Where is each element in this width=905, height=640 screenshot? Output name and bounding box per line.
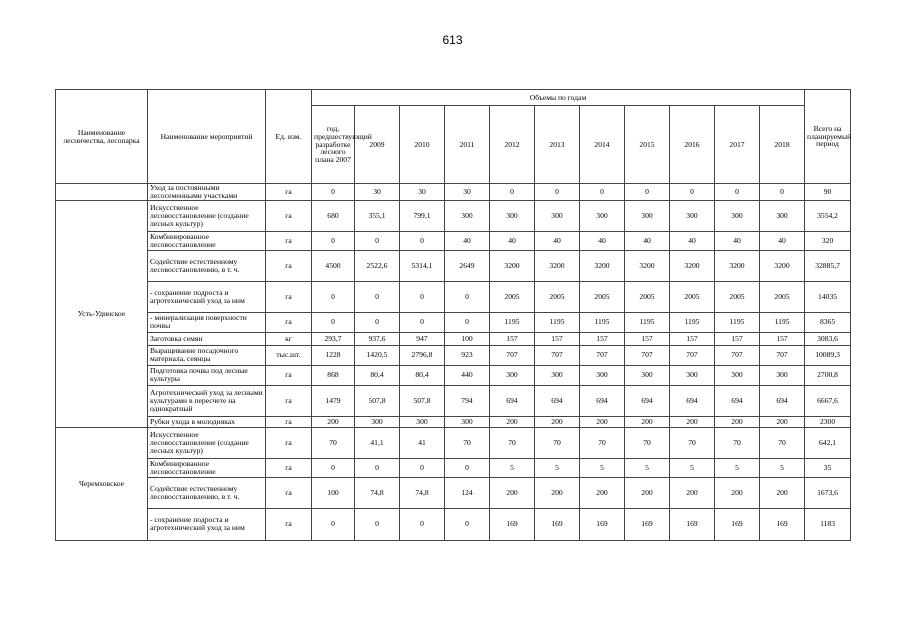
cell-value: 124 bbox=[445, 477, 490, 508]
header-year: 2014 bbox=[580, 106, 625, 184]
cell-forestry: Черемховское bbox=[56, 427, 148, 540]
cell-value: 0 bbox=[400, 312, 445, 332]
cell-value: 300 bbox=[715, 200, 760, 231]
header-year: 2013 bbox=[535, 106, 580, 184]
table-row bbox=[56, 250, 851, 281]
cell-value: 40 bbox=[580, 231, 625, 250]
cell-total: 90 bbox=[805, 184, 851, 201]
cell-value: 0 bbox=[445, 312, 490, 332]
cell-value: 30 bbox=[355, 184, 400, 201]
cell-value: 0 bbox=[535, 184, 580, 201]
cell-value: 707 bbox=[580, 345, 625, 365]
cell-value: 694 bbox=[490, 385, 535, 416]
cell-value: 40 bbox=[535, 231, 580, 250]
table-row bbox=[56, 312, 851, 332]
table-row bbox=[56, 477, 851, 508]
cell-value: 70 bbox=[490, 427, 535, 458]
cell-value: 937,6 bbox=[355, 332, 400, 345]
cell-value: 74,8 bbox=[355, 477, 400, 508]
cell-value: 157 bbox=[535, 332, 580, 345]
cell-total: 35 bbox=[805, 458, 851, 477]
cell-value: 0 bbox=[355, 231, 400, 250]
cell-value: 1195 bbox=[760, 312, 805, 332]
cell-value: 70 bbox=[625, 427, 670, 458]
cell-unit: га bbox=[266, 281, 312, 312]
cell-value: 157 bbox=[625, 332, 670, 345]
cell-value: 157 bbox=[580, 332, 625, 345]
cell-value: 200 bbox=[625, 416, 670, 427]
cell-value: 5 bbox=[760, 458, 805, 477]
cell-value: 200 bbox=[760, 477, 805, 508]
cell-value: 300 bbox=[715, 365, 760, 385]
cell-value: 200 bbox=[490, 416, 535, 427]
cell-value: 300 bbox=[670, 200, 715, 231]
cell-activity: - минерализация поверхности почвы bbox=[148, 312, 266, 332]
cell-value: 70 bbox=[760, 427, 805, 458]
cell-value: 200 bbox=[312, 416, 355, 427]
cell-value: 30 bbox=[445, 184, 490, 201]
cell-value: 0 bbox=[312, 508, 355, 540]
cell-value: 200 bbox=[535, 416, 580, 427]
cell-value: 799,1 bbox=[400, 200, 445, 231]
cell-value: 300 bbox=[760, 200, 805, 231]
cell-value: 5 bbox=[580, 458, 625, 477]
cell-total: 3083,6 bbox=[805, 332, 851, 345]
cell-value: 157 bbox=[715, 332, 760, 345]
cell-value: 70 bbox=[580, 427, 625, 458]
cell-value: 200 bbox=[580, 416, 625, 427]
header-activity: Наименование мероприятий bbox=[148, 90, 266, 184]
cell-value: 707 bbox=[715, 345, 760, 365]
cell-value: 694 bbox=[715, 385, 760, 416]
header-year: 2011 bbox=[445, 106, 490, 184]
cell-value: 0 bbox=[400, 231, 445, 250]
header-year: 2009 bbox=[355, 106, 400, 184]
cell-unit: га bbox=[266, 385, 312, 416]
header-year: 2010 bbox=[400, 106, 445, 184]
cell-value: 0 bbox=[445, 458, 490, 477]
cell-unit: га bbox=[266, 184, 312, 201]
cell-value: 300 bbox=[535, 200, 580, 231]
cell-value: 1195 bbox=[535, 312, 580, 332]
cell-activity: Искусственное лесовосстановление (создание лесных культур) bbox=[148, 200, 266, 231]
cell-value: 70 bbox=[312, 427, 355, 458]
cell-value: 100 bbox=[445, 332, 490, 345]
cell-activity: Подготовка почвы под лесные культуры bbox=[148, 365, 266, 385]
header-forestry: Наименование лесничества, лесопарка bbox=[56, 90, 148, 184]
cell-value: 70 bbox=[670, 427, 715, 458]
cell-value: 70 bbox=[715, 427, 760, 458]
cell-value: 0 bbox=[760, 184, 805, 201]
cell-total: 2300 bbox=[805, 416, 851, 427]
cell-value: 200 bbox=[715, 477, 760, 508]
cell-value: 1195 bbox=[715, 312, 760, 332]
cell-value: 300 bbox=[580, 200, 625, 231]
cell-value: 0 bbox=[312, 312, 355, 332]
cell-value: 5 bbox=[490, 458, 535, 477]
cell-total: 1183 bbox=[805, 508, 851, 540]
cell-value: 2522,6 bbox=[355, 250, 400, 281]
cell-value: 40 bbox=[715, 231, 760, 250]
cell-value: 169 bbox=[625, 508, 670, 540]
cell-value: 2005 bbox=[580, 281, 625, 312]
cell-unit: га bbox=[266, 427, 312, 458]
cell-value: 2796,8 bbox=[400, 345, 445, 365]
cell-value: 3200 bbox=[535, 250, 580, 281]
cell-value: 157 bbox=[670, 332, 715, 345]
cell-value: 0 bbox=[670, 184, 715, 201]
cell-value: 0 bbox=[445, 281, 490, 312]
cell-value: 0 bbox=[312, 231, 355, 250]
cell-value: 5 bbox=[625, 458, 670, 477]
cell-value: 169 bbox=[580, 508, 625, 540]
cell-value: 3200 bbox=[760, 250, 805, 281]
cell-value: 300 bbox=[445, 416, 490, 427]
cell-value: 1195 bbox=[670, 312, 715, 332]
cell-value: 0 bbox=[355, 312, 400, 332]
cell-value: 694 bbox=[625, 385, 670, 416]
table-row bbox=[56, 365, 851, 385]
cell-value: 169 bbox=[535, 508, 580, 540]
cell-unit: га bbox=[266, 365, 312, 385]
cell-value: 694 bbox=[535, 385, 580, 416]
cell-value: 440 bbox=[445, 365, 490, 385]
cell-value: 41,1 bbox=[355, 427, 400, 458]
cell-value: 0 bbox=[312, 281, 355, 312]
cell-value: 70 bbox=[535, 427, 580, 458]
table-row bbox=[56, 332, 851, 345]
cell-value: 5314,1 bbox=[400, 250, 445, 281]
cell-value: 300 bbox=[760, 365, 805, 385]
cell-value: 0 bbox=[312, 458, 355, 477]
table-row bbox=[56, 427, 851, 458]
cell-value: 4500 bbox=[312, 250, 355, 281]
cell-value: 3200 bbox=[670, 250, 715, 281]
header-row-top bbox=[56, 90, 851, 106]
cell-value: 707 bbox=[490, 345, 535, 365]
cell-total: 2700,8 bbox=[805, 365, 851, 385]
cell-value: 169 bbox=[715, 508, 760, 540]
header-year: 2018 bbox=[760, 106, 805, 184]
cell-value: 40 bbox=[445, 231, 490, 250]
cell-total: 3554,2 bbox=[805, 200, 851, 231]
cell-value: 0 bbox=[490, 184, 535, 201]
cell-value: 5 bbox=[670, 458, 715, 477]
cell-total: 14035 bbox=[805, 281, 851, 312]
cell-value: 707 bbox=[535, 345, 580, 365]
cell-value: 300 bbox=[625, 365, 670, 385]
cell-value: 1479 bbox=[312, 385, 355, 416]
header-year: 2012 bbox=[490, 106, 535, 184]
cell-value: 40 bbox=[760, 231, 805, 250]
cell-value: 0 bbox=[355, 281, 400, 312]
table-row bbox=[56, 458, 851, 477]
header-year: 2015 bbox=[625, 106, 670, 184]
cell-value: 707 bbox=[670, 345, 715, 365]
cell-value: 300 bbox=[625, 200, 670, 231]
cell-unit: га bbox=[266, 458, 312, 477]
cell-activity: - сохранение подроста и агротехнический уход за ним bbox=[148, 281, 266, 312]
table-header bbox=[56, 90, 851, 184]
cell-value: 2005 bbox=[490, 281, 535, 312]
cell-value: 1195 bbox=[580, 312, 625, 332]
cell-total: 10089,3 bbox=[805, 345, 851, 365]
cell-value: 0 bbox=[400, 508, 445, 540]
cell-value: 0 bbox=[580, 184, 625, 201]
cell-value: 0 bbox=[355, 508, 400, 540]
cell-value: 507,8 bbox=[400, 385, 445, 416]
cell-activity: Комбинированное лесовосстановление bbox=[148, 231, 266, 250]
header-volumes-by-years: Объемы по годам bbox=[312, 90, 805, 106]
cell-value: 1420,5 bbox=[355, 345, 400, 365]
header-year: 2016 bbox=[670, 106, 715, 184]
table-row bbox=[56, 231, 851, 250]
cell-total: 320 bbox=[805, 231, 851, 250]
cell-value: 300 bbox=[580, 365, 625, 385]
table-body bbox=[56, 184, 851, 541]
cell-unit: га bbox=[266, 508, 312, 540]
cell-value: 0 bbox=[715, 184, 760, 201]
cell-value: 3200 bbox=[715, 250, 760, 281]
cell-unit: га bbox=[266, 477, 312, 508]
cell-value: 169 bbox=[490, 508, 535, 540]
cell-value: 200 bbox=[670, 416, 715, 427]
cell-value: 2005 bbox=[715, 281, 760, 312]
cell-value: 300 bbox=[670, 365, 715, 385]
cell-value: 157 bbox=[760, 332, 805, 345]
cell-value: 30 bbox=[400, 184, 445, 201]
forest-activities-table bbox=[55, 89, 851, 541]
cell-value: 923 bbox=[445, 345, 490, 365]
cell-value: 70 bbox=[445, 427, 490, 458]
cell-total: 32885,7 bbox=[805, 250, 851, 281]
cell-value: 200 bbox=[580, 477, 625, 508]
table-row bbox=[56, 200, 851, 231]
cell-value: 3200 bbox=[580, 250, 625, 281]
cell-value: 1195 bbox=[490, 312, 535, 332]
table-row bbox=[56, 345, 851, 365]
page-number: 613 bbox=[442, 33, 463, 47]
cell-value: 5 bbox=[535, 458, 580, 477]
cell-activity: Выращивание посадочного материала, сеянцы bbox=[148, 345, 266, 365]
cell-value: 355,1 bbox=[355, 200, 400, 231]
cell-value: 0 bbox=[625, 184, 670, 201]
cell-value: 74,8 bbox=[400, 477, 445, 508]
cell-unit: га bbox=[266, 231, 312, 250]
cell-value: 1228 bbox=[312, 345, 355, 365]
cell-value: 1195 bbox=[625, 312, 670, 332]
cell-value: 0 bbox=[400, 458, 445, 477]
header-total: Всего на планируемый период bbox=[805, 90, 851, 184]
table-row bbox=[56, 416, 851, 427]
cell-value: 293,7 bbox=[312, 332, 355, 345]
cell-value: 0 bbox=[312, 184, 355, 201]
cell-value: 0 bbox=[445, 508, 490, 540]
header-unit: Ед. изм. bbox=[266, 90, 312, 184]
table-row bbox=[56, 508, 851, 540]
cell-value: 0 bbox=[400, 281, 445, 312]
cell-total: 8365 bbox=[805, 312, 851, 332]
cell-activity: - сохранение подроста и агротехнический уход за ним bbox=[148, 508, 266, 540]
cell-activity: Агротехнический уход за лесными культурами в пересчете на однократный bbox=[148, 385, 266, 416]
cell-forestry: Усть-Удинское bbox=[56, 200, 148, 427]
header-year: 2017 bbox=[715, 106, 760, 184]
cell-value: 300 bbox=[490, 200, 535, 231]
cell-value: 2005 bbox=[625, 281, 670, 312]
cell-total: 6667,6 bbox=[805, 385, 851, 416]
cell-value: 300 bbox=[400, 416, 445, 427]
cell-value: 707 bbox=[760, 345, 805, 365]
table-row bbox=[56, 281, 851, 312]
cell-unit: кг bbox=[266, 332, 312, 345]
cell-unit: га bbox=[266, 312, 312, 332]
cell-value: 200 bbox=[715, 416, 760, 427]
cell-value: 40 bbox=[490, 231, 535, 250]
cell-activity: Заготовка семян bbox=[148, 332, 266, 345]
cell-activity: Содействие естественному лесовосстановлению, в т. ч. bbox=[148, 477, 266, 508]
cell-value: 300 bbox=[355, 416, 400, 427]
cell-value: 300 bbox=[445, 200, 490, 231]
table-row bbox=[56, 385, 851, 416]
cell-forestry bbox=[56, 184, 148, 201]
table-row bbox=[56, 184, 851, 201]
cell-activity: Содействие естественному лесовосстановлению, в т. ч. bbox=[148, 250, 266, 281]
cell-total: 642,1 bbox=[805, 427, 851, 458]
cell-value: 2005 bbox=[670, 281, 715, 312]
cell-activity: Искусственное лесовосстановление (создание лесных культур) bbox=[148, 427, 266, 458]
cell-value: 40 bbox=[670, 231, 715, 250]
cell-value: 200 bbox=[490, 477, 535, 508]
cell-value: 947 bbox=[400, 332, 445, 345]
cell-value: 3200 bbox=[490, 250, 535, 281]
cell-value: 300 bbox=[535, 365, 580, 385]
cell-value: 169 bbox=[670, 508, 715, 540]
cell-value: 694 bbox=[580, 385, 625, 416]
cell-value: 694 bbox=[760, 385, 805, 416]
cell-total: 1673,6 bbox=[805, 477, 851, 508]
cell-value: 794 bbox=[445, 385, 490, 416]
cell-value: 707 bbox=[625, 345, 670, 365]
cell-value: 169 bbox=[760, 508, 805, 540]
cell-value: 80,4 bbox=[400, 365, 445, 385]
cell-value: 200 bbox=[670, 477, 715, 508]
header-prev-year: год, предшествующий разработке лесного плана 2007 bbox=[312, 106, 355, 184]
cell-value: 680 bbox=[312, 200, 355, 231]
cell-unit: га bbox=[266, 200, 312, 231]
cell-value: 80,4 bbox=[355, 365, 400, 385]
cell-value: 694 bbox=[670, 385, 715, 416]
cell-value: 507,8 bbox=[355, 385, 400, 416]
cell-value: 3200 bbox=[625, 250, 670, 281]
cell-unit: тыс.шт. bbox=[266, 345, 312, 365]
cell-value: 200 bbox=[535, 477, 580, 508]
cell-value: 40 bbox=[625, 231, 670, 250]
cell-value: 100 bbox=[312, 477, 355, 508]
cell-value: 0 bbox=[355, 458, 400, 477]
cell-value: 200 bbox=[625, 477, 670, 508]
cell-activity: Комбинированное лесовосстановление bbox=[148, 458, 266, 477]
cell-value: 2649 bbox=[445, 250, 490, 281]
cell-value: 868 bbox=[312, 365, 355, 385]
cell-value: 41 bbox=[400, 427, 445, 458]
cell-activity: Уход за постоянными лесосеменными участками bbox=[148, 184, 266, 201]
cell-value: 157 bbox=[490, 332, 535, 345]
cell-unit: га bbox=[266, 250, 312, 281]
cell-value: 200 bbox=[760, 416, 805, 427]
cell-value: 300 bbox=[490, 365, 535, 385]
cell-value: 5 bbox=[715, 458, 760, 477]
cell-activity: Рубки ухода в молодняках bbox=[148, 416, 266, 427]
cell-value: 2005 bbox=[535, 281, 580, 312]
cell-unit: га bbox=[266, 416, 312, 427]
cell-value: 2005 bbox=[760, 281, 805, 312]
